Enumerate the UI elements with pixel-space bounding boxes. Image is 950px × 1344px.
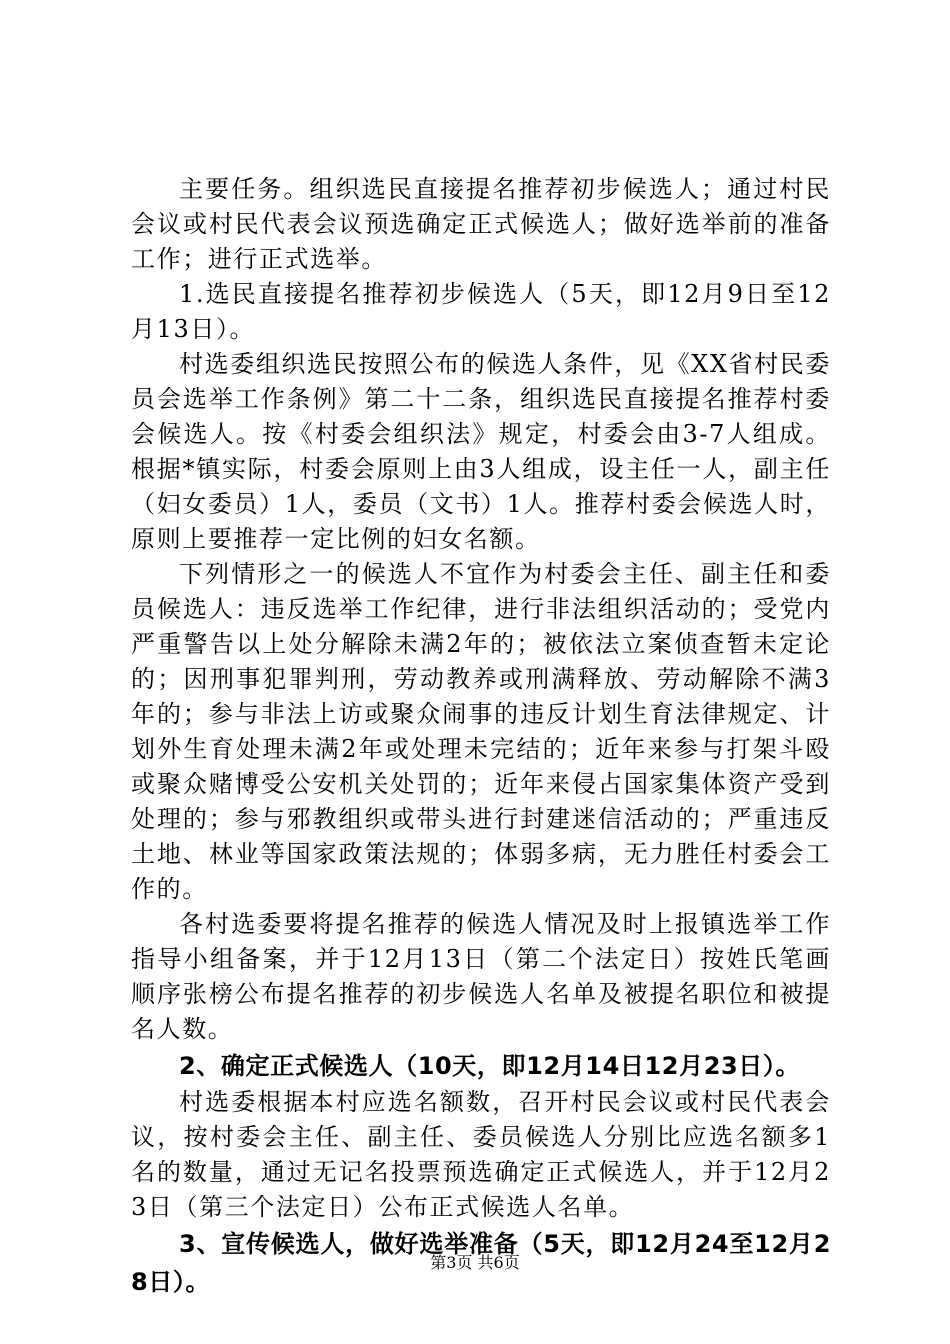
paragraph-disqualifications: 下列情形之一的候选人不宜作为村委会主任、副主任和委员候选人：违反选举工作纪律，进行非法组织活动的；受党内严重警告以上处分解除未满2年的；被依法立案侦查暂未定论的；因刑事犯罪判刑，劳动教养或刑满释放、劳动解除不满3年的；参与非法上访或聚众闹事的违反计划生育法律规定、计划外生育处理未满2年或处理未完结的；近年来参与打架斗殴或聚众赌博受公安机关处罚的；近年来侵占国家集体资产受到处理的；参与邪教组织或带头进行封建迷信活动的；严重违反土地、林业等国家政策法规的；体弱多病，无力胜任村委会工作的。 — [131, 560, 831, 903]
paragraph-formal-candidates: 村选委根据本村应选名额数，召开村民会议或村民代表会议，按村委会主任、副主任、委员候选人分别比应选名额多1名的数量，通过无记名投票预选确定正式候选人，并于12月23日（第三个法定日）公布正式候选人名单。 — [131, 1088, 831, 1221]
paragraph-candidate-nomination: 村选委组织选民按照公布的候选人条件，见《XX省村民委员会选举工作条例》第二十二条，组织选民直接提名推荐村委会候选人。按《村委会组织法》规定，村委会由3-7人组成。根据*镇实际，村委会原则上由3人组成，设主任一人，副主任（妇女委员）1人，委员（文书）1人。推荐村委会候选人时，原则上要推荐一定比例的妇女名额。 — [131, 350, 831, 553]
page-number-footer: 第3页 共6页 — [430, 1253, 520, 1272]
document-body — [131, 172, 831, 1301]
paragraph-step-2-heading: 2、确定正式候选人（10天，即12月14日12月23日）。 — [179, 1052, 801, 1080]
paragraph-step-1-heading: 1.选民直接提名推荐初步候选人（5天，即12月9日至12月13日）。 — [131, 280, 831, 343]
paragraph-step-3-heading: 3、宣传候选人，做好选举准备（5天，即12月24至12月28日）。 — [131, 1230, 831, 1296]
paragraph-main-tasks: 主要任务。组织选民直接提名推荐初步候选人；通过村民会议或村民代表会议预选确定正式候选人；做好选举前的准备工作；进行正式选举。 — [131, 175, 831, 273]
paragraph-report-and-publish: 各村选委要将提名推荐的候选人情况及时上报镇选举工作指导小组备案，并于12月13日（第二个法定日）按姓氏笔画顺序张榜公布提名推荐的初步候选人名单及被提名职位和被提名人数。 — [131, 910, 831, 1043]
